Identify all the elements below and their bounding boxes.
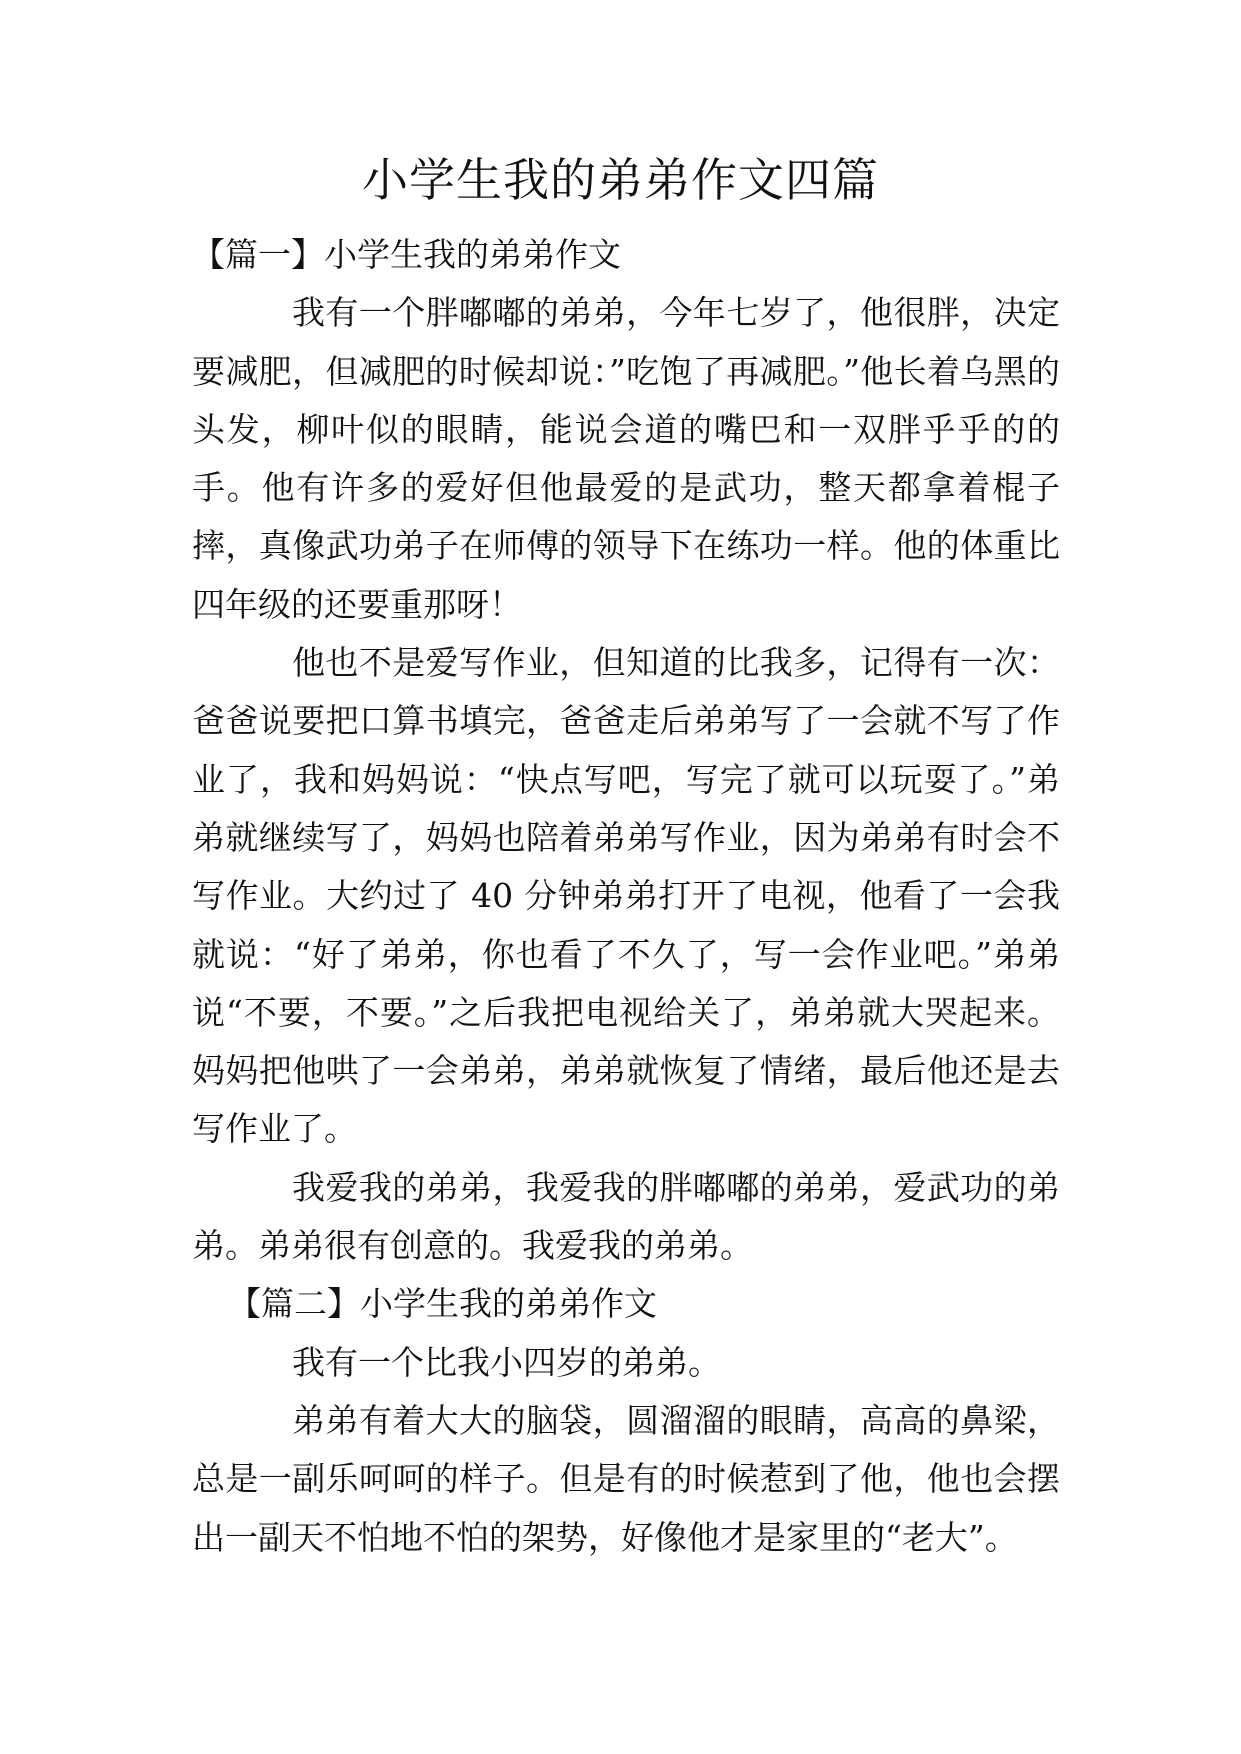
section-heading-1: 【篇一】小学生我的弟弟作文 (192, 235, 621, 274)
document-title: 小学生我的弟弟作文四篇 (362, 153, 879, 207)
document-body (192, 226, 1060, 1567)
paragraph: 我有一个胖嘟嘟的弟弟，今年七岁了，他很胖，决定要减肥，但减肥的时候却说：”吃饱了再减肥。”他长着乌黑的头发，柳叶似的眼睛，能说会道的嘴巴和一双胖乎乎的的手。他有许多的爱好但他最爱的是武功，整天都拿着棍子摔，真像武功弟子在师傅的领导下在练功一样。他的体重比四年级的还要重那呀！ (192, 293, 1060, 624)
section-heading-2: 【篇二】小学生我的弟弟作文 (228, 1284, 657, 1324)
paragraph: 弟弟有着大大的脑袋，圆溜溜的眼睛，高高的鼻梁，总是一副乐呵呵的样子。但是有的时候惹到了他，他也会摆出一副天不怕地不怕的架势，好像他才是家里的“老大”。 (192, 1400, 1060, 1557)
paragraph: 他也不是爱写作业，但知道的比我多，记得有一次：爸爸说要把口算书填完，爸爸走后弟弟写了一会就不写了作业了，我和妈妈说：“快点写吧，写完了就可以玩耍了。”弟弟就继续写了，妈妈也陪着弟弟写作业，因为弟弟有时会不写作业。大约过了 40 分钟弟弟打开了电视，他看了一会我就说：“好了弟弟，你也看了不久了，写一会作业吧。”弟弟说“不要，不要。”之后我把电视给关了，弟弟就大哭起来。妈妈把他哄了一会弟弟，弟弟就恢复了情绪，最后他还是去写作业了。 (192, 643, 1060, 1149)
paragraph: 我有一个比我小四岁的弟弟。 (292, 1342, 721, 1382)
paragraph: 我爱我的弟弟，我爱我的胖嘟嘟的弟弟，爱武功的弟弟。弟弟很有创意的。我爱我的弟弟。 (192, 1167, 1060, 1266)
